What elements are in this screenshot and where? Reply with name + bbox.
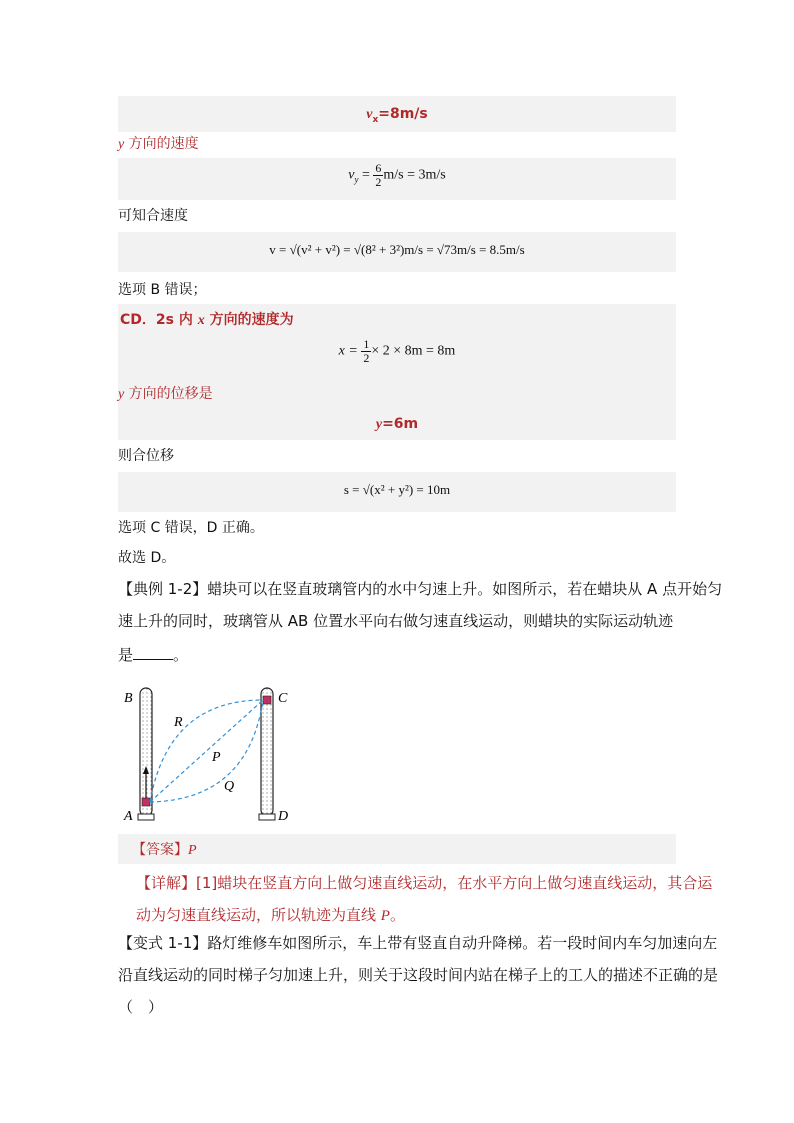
wax-block-tube-figure: [118, 680, 318, 830]
variant-1-1-line1: 【变式 1-1】路灯维修车如图所示，车上带有竖直自动升降梯。若一段时间内车匀加速向左: [118, 934, 718, 952]
label-r: R: [174, 715, 183, 730]
equation-v: v = √(v² + v²) = √(8² + 3²)m/s = √73m/s = 8.5m/s: [269, 242, 525, 257]
variant-1-1-line3: （ ）: [118, 998, 164, 1016]
equation-block-vy: [118, 158, 676, 200]
conclusion-line: 故选 D。: [118, 550, 176, 566]
answer-block: [118, 834, 676, 864]
equation-block-v: [118, 232, 676, 272]
option-b-line: 选项 B 错误；: [118, 282, 207, 298]
example-1-2-line2: 速上升的同时，玻璃管从 AB 位置水平向右做匀速直线运动，则蜡块的实际运动轨迹: [118, 612, 674, 630]
label-b: B: [124, 691, 133, 706]
wax-block-end: [263, 696, 271, 704]
equation-vy: $v_y$ = $\frac{6}{2}$ m/s = 3m/s: [348, 161, 446, 189]
right-tube: [259, 688, 275, 820]
option-cd-line: 选项 C 错误，D 正确。: [118, 520, 264, 536]
label-c: C: [278, 691, 288, 706]
answer-blank: [133, 645, 173, 660]
cd-line: CD．2s 内 x 方向的速度为: [120, 312, 294, 328]
equation-s: s = √(x² + y²) = 10m: [343, 482, 451, 497]
y-velocity-label: y 方向的速度: [118, 136, 199, 152]
equation-block-cd: [118, 304, 676, 440]
detail-line1: 【详解】[1]蜡块在竖直方向上做匀速直线运动，在水平方向上做匀速直线运动，其合运: [136, 874, 713, 892]
wax-block-start: [142, 798, 150, 806]
y-displacement-label: y 方向的位移是: [118, 386, 213, 402]
variant-1-1-line2: 沿直线运动的同时梯子匀加速上升，则关于这段时间内站在梯子上的工人的描述不正确的是: [118, 966, 719, 984]
combined-velocity-label: 可知合速度: [118, 208, 188, 224]
equation-x: x = $\frac{1}{2}$ × 2 × 8m = 8m: [338, 337, 456, 365]
resultant-displacement-label: 则合位移: [118, 448, 174, 464]
example-1-2-line1: 【典例 1-2】蜡块可以在竖直玻璃管内的水中匀速上升。如图所示，若在蜡块从 A 点开始匀: [118, 580, 723, 598]
label-q: Q: [224, 779, 235, 794]
label-d: D: [278, 809, 289, 824]
answer-line: 【答案】P: [132, 842, 197, 858]
label-p: P: [212, 750, 221, 765]
detail-line2: 动为匀速直线运动，所以轨迹为直线 P。: [136, 906, 405, 924]
equation-block-s: [118, 472, 676, 512]
example-1-2-line3: 是 。: [118, 646, 189, 664]
equation-y: y=6m: [375, 416, 419, 432]
label-a: A: [124, 809, 133, 824]
equation-block-vx: [118, 96, 676, 132]
equation-vx: $v_x=8m/s$: [366, 106, 428, 125]
